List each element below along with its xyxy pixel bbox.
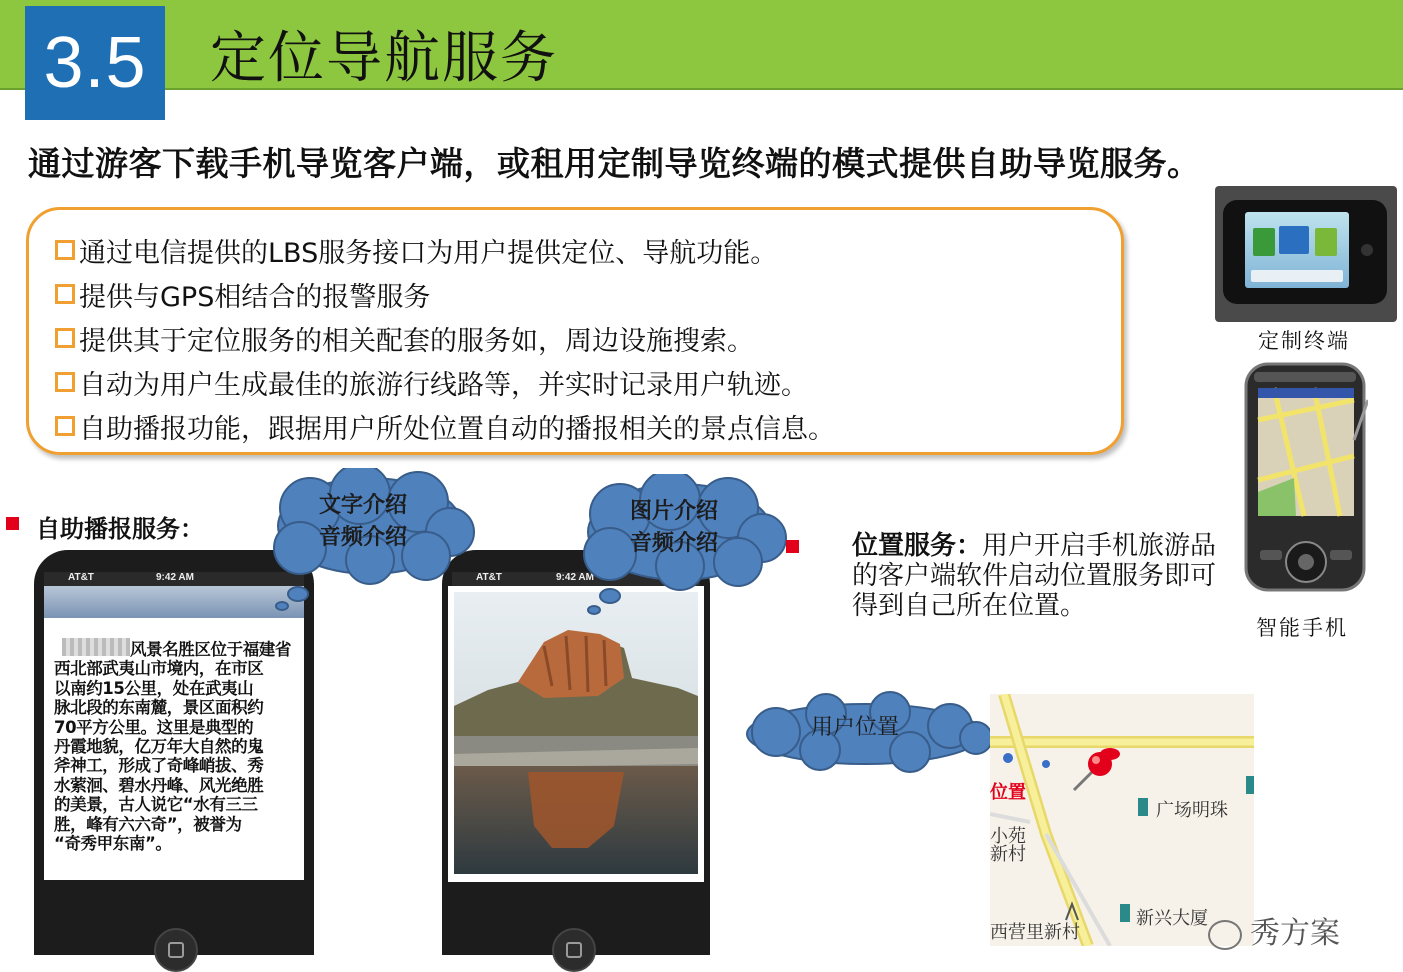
cloud-label-line: 文字介绍 xyxy=(318,493,407,518)
map-label: 西营里新村 xyxy=(990,922,1080,943)
feature-item xyxy=(55,404,835,448)
home-button xyxy=(154,928,198,972)
pushpin-icon xyxy=(1074,748,1120,790)
cloud-label-line: 图片介绍 xyxy=(629,499,718,524)
watermark-text: 秀方案 xyxy=(1250,916,1340,951)
clock-label: 9:42 AM xyxy=(556,572,594,583)
location-service-body: 用户开启手机旅游品的客户端软件启动位置服务即可得到自己所在位置。 xyxy=(852,531,1217,621)
watermark xyxy=(1208,908,1340,952)
map-poi-label: 广场明珠 xyxy=(1156,800,1228,821)
feature-item xyxy=(55,228,835,272)
feature-item xyxy=(55,316,835,360)
section-number: 3.5 xyxy=(25,6,165,120)
cloud-label xyxy=(300,490,426,554)
carrier-label: AT&T xyxy=(476,572,502,583)
bullet-icon xyxy=(55,372,75,392)
location-service-text xyxy=(852,531,1224,621)
cloud-label: 用户位置 xyxy=(810,715,899,740)
feature-item xyxy=(55,272,835,316)
terminal-label: 定制终端 xyxy=(1258,329,1350,353)
smartphone-label: 智能手机 xyxy=(1256,616,1348,640)
bullet-icon xyxy=(6,517,19,530)
phone-screen xyxy=(44,618,304,880)
cloud-label-line: 音频介绍 xyxy=(318,525,407,550)
bullet-icon xyxy=(55,328,75,348)
self-service-heading: 自助播报服务： xyxy=(36,515,204,543)
feature-text: 自动为用户生成最佳的旅游行线路等，并实时记录用户轨迹。 xyxy=(79,369,808,401)
gps-button xyxy=(1361,244,1373,256)
cloud-label xyxy=(610,496,738,560)
feature-list xyxy=(55,228,835,448)
scenic-intro-text: 风景名胜区位于福建省 西北部武夷山市境内，在市区 以南约15公里，处在武夷山 脉北段的东南麓，景区面积约 70平方公里。这里是典型的 丹霞地貌，亿万年大自然的鬼 斧神工，形成了奇峰峭拔、秀 水萦洄、碧水丹峰、风光绝胜 的美景，古人说它“水有三三 胜，峰有六六奇”，被誉为 “奇秀甲东南”。 xyxy=(54,640,292,854)
clock-label: 9:42 AM xyxy=(156,572,194,583)
feature-text: 自助播报功能，跟据用户所处位置自动的播报相关的景点信息。 xyxy=(79,413,835,445)
feature-text: 提供与GPS相结合的报警服务 xyxy=(79,281,431,313)
bullet-icon xyxy=(786,540,799,553)
map-label: 新村 xyxy=(990,844,1026,865)
cloud-label-line: 音频介绍 xyxy=(629,531,718,556)
gps-screen xyxy=(1245,212,1349,288)
feature-box xyxy=(26,207,1124,455)
location-service-lead: 位置服务： xyxy=(852,531,983,561)
carrier-label: AT&T xyxy=(68,572,94,583)
gps-terminal-image xyxy=(1215,186,1397,322)
page-title: 定位导航服务 xyxy=(210,26,558,91)
wechat-icon xyxy=(1208,920,1242,950)
feature-item xyxy=(55,360,835,404)
smartphone-image xyxy=(1244,360,1368,592)
bullet-icon xyxy=(55,416,75,436)
bullet-icon xyxy=(55,240,75,260)
page-subtitle: 通过游客下载手机导览客户端，或租用定制导览终端的模式提供自助导览服务。 xyxy=(28,144,1201,183)
feature-text: 通过电信提供的LBS服务接口为用户提供定位、导航功能。 xyxy=(79,237,778,269)
home-button xyxy=(552,928,596,972)
map-poi-label: 新兴大厦 xyxy=(1136,908,1208,929)
map-label: 小苑 xyxy=(990,826,1026,847)
map-label: 位置 xyxy=(990,782,1026,803)
bullet-icon xyxy=(55,284,75,304)
feature-text: 提供其于定位服务的相关配套的服务如，周边设施搜索。 xyxy=(79,325,754,357)
